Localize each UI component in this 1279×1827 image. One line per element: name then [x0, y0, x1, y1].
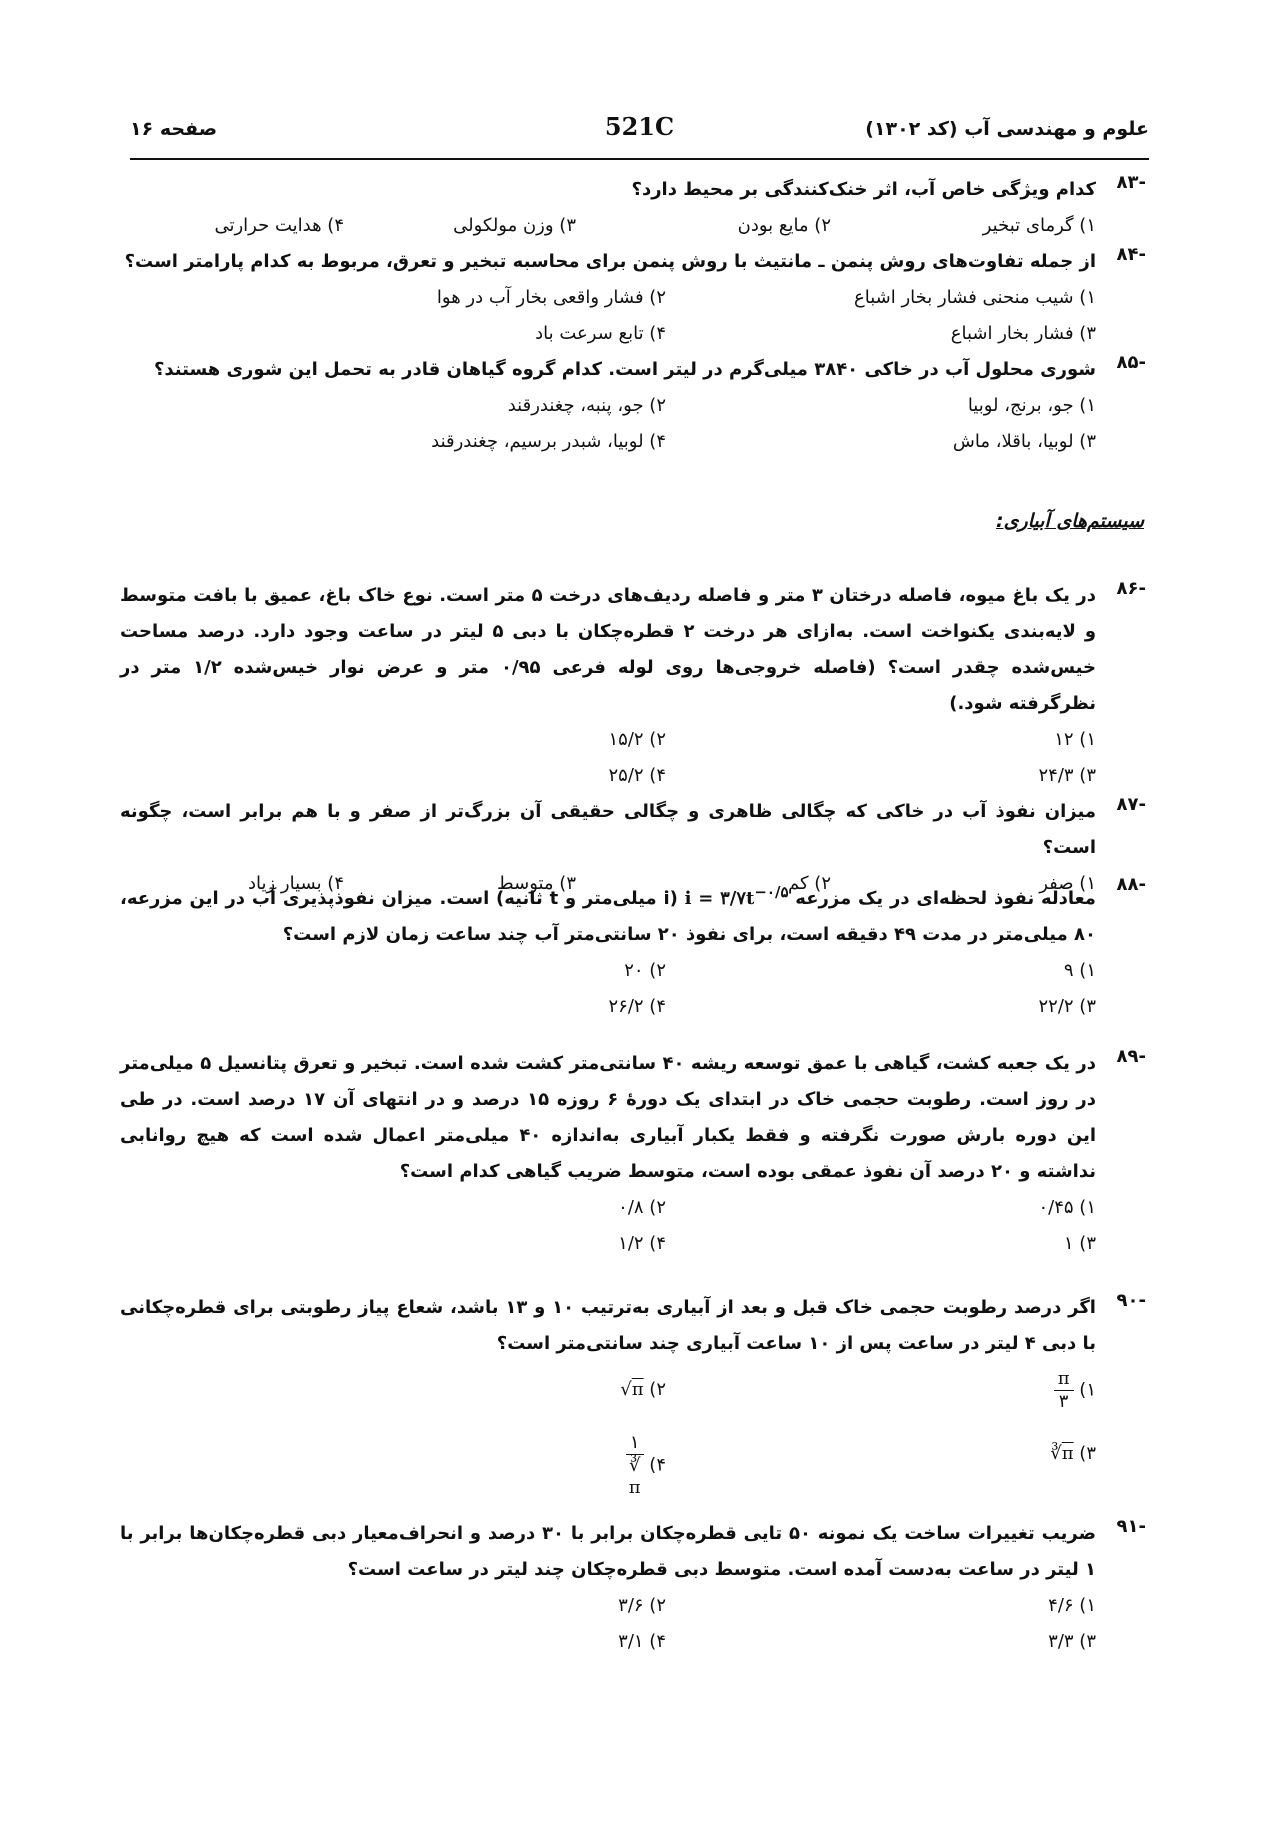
question-number: -۹۰	[1116, 1290, 1146, 1311]
option-3[interactable]	[1050, 1436, 1096, 1472]
question-number: -۸۵	[1116, 352, 1146, 373]
radicand: $\overline{\pi}$	[1061, 1443, 1074, 1464]
option-1[interactable]	[1054, 1368, 1096, 1413]
question-number: -۸۶	[1116, 578, 1146, 599]
pi-over-three	[1054, 1368, 1074, 1413]
option-4[interactable]	[626, 1432, 666, 1499]
options-row	[120, 1588, 1096, 1624]
option-label: ۴)	[649, 1454, 666, 1476]
option-label: ۲)	[649, 1379, 666, 1400]
option-1[interactable]: ۱) گرمای تبخیر	[982, 215, 1096, 236]
formula-base: i = ۳/۷t	[684, 888, 755, 909]
options-row	[120, 388, 1096, 424]
options-row	[120, 953, 1096, 989]
options-row	[120, 424, 1096, 460]
section-title: سیستم‌های آبیاری:	[995, 510, 1144, 532]
question-text: از جمله تفاوت‌های روش پنمن ـ مانتیث با روش پنمن برای محاسبه تبخیر و تعرق، مربوط به کدام پارامتر است؟	[124, 251, 1096, 272]
fraction-numerator: π	[1054, 1368, 1074, 1391]
options-row	[120, 1190, 1096, 1226]
question-text-part2: (i میلی‌متر و t ثانیه) است. میزان نفوذپذیری آب در این مزرعه، ۸۰ میلی‌متر در مدت ۴۹ دقیقه است، برای نفوذ ۲۰ سانتی‌متر آب چند ساعت زمان لازم است؟	[120, 888, 1096, 945]
question-83	[120, 172, 1144, 244]
options-row	[120, 722, 1096, 758]
options-row	[120, 208, 1096, 244]
question-86	[120, 578, 1144, 794]
option-2[interactable]: ۲) ۰/۸	[618, 1197, 666, 1218]
cbrt-sign: ∛	[1050, 1443, 1062, 1464]
option-1[interactable]: ۱) ۹	[1063, 960, 1096, 981]
option-2[interactable]: ۲) ۱۵/۲	[608, 729, 666, 750]
question-84	[120, 244, 1144, 352]
question-89	[120, 1046, 1144, 1262]
options-row	[120, 1624, 1096, 1660]
option-3[interactable]: ۳) ۱	[1063, 1233, 1096, 1254]
options-row	[120, 989, 1096, 1025]
option-2[interactable]: ۲) ۳/۶	[618, 1595, 666, 1616]
option-4[interactable]: ۴) ۳/۱	[618, 1631, 666, 1652]
booklet-code: 521C	[604, 112, 675, 141]
option-1[interactable]: ۱) ۰/۴۵	[1038, 1197, 1096, 1218]
question-text: شوری محلول آب در خاکی ۳۸۴۰ میلی‌گرم در لیتر است. کدام گروه گیاهان قادر به تحمل این شوری هستند؟	[153, 359, 1096, 380]
question-text: ضریب تغییرات ساخت یک نمونه ۵۰ تایی قطره‌چکان برابر با ۳۰ درصد و انحراف‌معیار دبی قطره‌چکان‌ها برابر با ۱ لیتر در ساعت به‌دست آمده است. متوسط دبی قطره‌چکان چند لیتر در ساعت است؟	[120, 1523, 1096, 1580]
question-number: -۸۳	[1116, 172, 1146, 193]
infiltration-formula	[684, 883, 789, 909]
option-2[interactable]: ۲) ۲۰	[624, 960, 666, 981]
cbrt-pi	[1050, 1443, 1073, 1464]
fraction-denominator	[626, 1455, 644, 1499]
option-3[interactable]: ۳) لوبیا، باقلا، ماش	[952, 431, 1096, 452]
question-number: -۸۷	[1116, 794, 1146, 815]
option-3[interactable]: ۳) وزن مولکولی	[453, 215, 576, 236]
question-text	[120, 874, 1096, 953]
question-85	[120, 352, 1144, 460]
question-number: -۹۱	[1116, 1516, 1146, 1537]
option-4[interactable]: ۴) ۱/۲	[618, 1233, 666, 1254]
sqrt-sign: √	[620, 1379, 632, 1400]
option-4[interactable]: ۴) هدایت حرارتی	[214, 215, 344, 236]
option-4[interactable]: ۴) ۲۵/۲	[608, 765, 666, 786]
question-text: میزان نفوذ آب در خاکی که چگالی ظاهری و چگالی حقیقی آن بزرگ‌تر از صفر و با هم برابر است، چگونه است؟	[120, 801, 1096, 858]
option-1[interactable]: ۱) جو، برنج، لوبیا	[967, 395, 1096, 416]
option-2[interactable]: ۲) جو، پنبه، چغندرقند	[507, 395, 666, 416]
option-2[interactable]	[620, 1372, 666, 1408]
option-3[interactable]: ۳) ۲۴/۳	[1038, 765, 1096, 786]
radicand: π	[631, 1379, 644, 1400]
options-row	[120, 758, 1096, 794]
question-number: -۸۸	[1116, 874, 1146, 895]
option-label: ۳)	[1079, 1443, 1096, 1464]
question-90	[120, 1290, 1146, 1498]
options-row	[120, 1426, 1096, 1498]
radicand: π	[628, 1477, 641, 1498]
options-row	[120, 1362, 1096, 1426]
option-3[interactable]: ۳) ۲۲/۲	[1038, 996, 1096, 1017]
options-row	[120, 1226, 1096, 1262]
question-91	[120, 1516, 1144, 1660]
formula-exponent: −۰/۵	[754, 883, 789, 901]
exam-title: علوم و مهندسی آب (کد ۱۳۰۲)	[865, 118, 1149, 140]
question-text: کدام ویژگی خاص آب، اثر خنک‌کنندگی بر محیط دارد؟	[631, 179, 1096, 200]
options-row	[120, 280, 1096, 316]
sqrt-pi	[620, 1379, 643, 1400]
option-3[interactable]: ۳) ۳/۳	[1048, 1631, 1096, 1652]
option-4[interactable]: ۴) لوبیا، شبدر برسیم، چغندرقند	[431, 431, 666, 452]
question-number: -۸۹	[1116, 1046, 1146, 1067]
one-over-cbrt-pi	[626, 1432, 644, 1499]
question-text: اگر درصد رطوبت حجمی خاک قبل و بعد از آبیاری به‌ترتیب ۱۰ و ۱۳ باشد، شعاع پیاز رطوبتی برای قطره‌چکانی با دبی ۴ لیتر در ساعت پس از ۱۰ ساعت آبیاری چند سانتی‌متر است؟	[120, 1297, 1096, 1354]
option-3[interactable]: ۳) متوسط	[497, 873, 576, 894]
page-header	[130, 112, 1149, 148]
option-2[interactable]: ۲) مایع بودن	[737, 215, 831, 236]
question-number: -۸۴	[1116, 244, 1146, 265]
option-2[interactable]: ۲) فشار واقعی بخار آب در هوا	[436, 287, 666, 308]
fraction-denominator: ۳	[1058, 1391, 1069, 1412]
question-88	[120, 874, 1144, 1025]
option-1[interactable]: ۱) ۱۲	[1054, 729, 1096, 750]
option-4[interactable]: ۴) ۲۶/۲	[608, 996, 666, 1017]
header-divider	[130, 158, 1149, 160]
option-4[interactable]: ۴) تابع سرعت باد	[535, 323, 666, 344]
question-text-part1: معادله نفوذ لحظه‌ای در یک مزرعه	[795, 888, 1096, 909]
question-text: در یک باغ میوه، فاصله درختان ۳ متر و فاصله ردیف‌های درخت ۵ متر است. نوع خاک باغ، عمیق با بافت متوسط و لایه‌بندی یکنواخت است. به‌ازای هر درخت ۲ قطره‌چکان با دبی ۵ لیتر در ساعت وجود دارد. درصد مساحت خیس‌شده چقدر است؟ (فاصله خروجی‌ها روی لوله فرعی ۰/۹۵ متر و عرض نوار خیس‌شده ۱/۲ متر در نظرگرفته شود.)	[120, 585, 1097, 714]
option-2[interactable]: ۲) کم	[788, 873, 831, 894]
option-3[interactable]: ۳) فشار بخار اشباع	[950, 323, 1096, 344]
cbrt-sign: ∛	[628, 1455, 641, 1476]
option-label: ۱)	[1079, 1379, 1096, 1401]
option-1[interactable]: ۱) صفر	[1039, 873, 1096, 894]
question-text: در یک جعبه کشت، گیاهی با عمق توسعه ریشه ۴۰ سانتی‌متر کشت شده است. تبخیر و تعرق پتانسیل ۵ میلی‌متر در روز است. رطوبت حجمی خاک در ابتدای یک دورهٔ ۶ روزه ۱۵ درصد و در انتهای آن ۱۷ درصد است. در طی این دوره بارش صورت نگرفته و فقط یکبار آبیاری به‌اندازه ۴۰ میلی‌متر اعمال شده است که هیچ روانابی نداشته و ۲۰ درصد آن نفوذ عمقی بوده است، متوسط ضریب گیاهی کدام است؟	[120, 1053, 1096, 1182]
option-1[interactable]: ۱) ۴/۶	[1048, 1595, 1096, 1616]
page-number: صفحه ۱۶	[130, 118, 218, 140]
options-row	[120, 316, 1096, 352]
option-4[interactable]: ۴) بسیار زیاد	[247, 873, 344, 894]
option-1[interactable]: ۱) شیب منحنی فشار بخار اشباع	[853, 287, 1096, 308]
fraction-numerator: ۱	[626, 1432, 644, 1455]
